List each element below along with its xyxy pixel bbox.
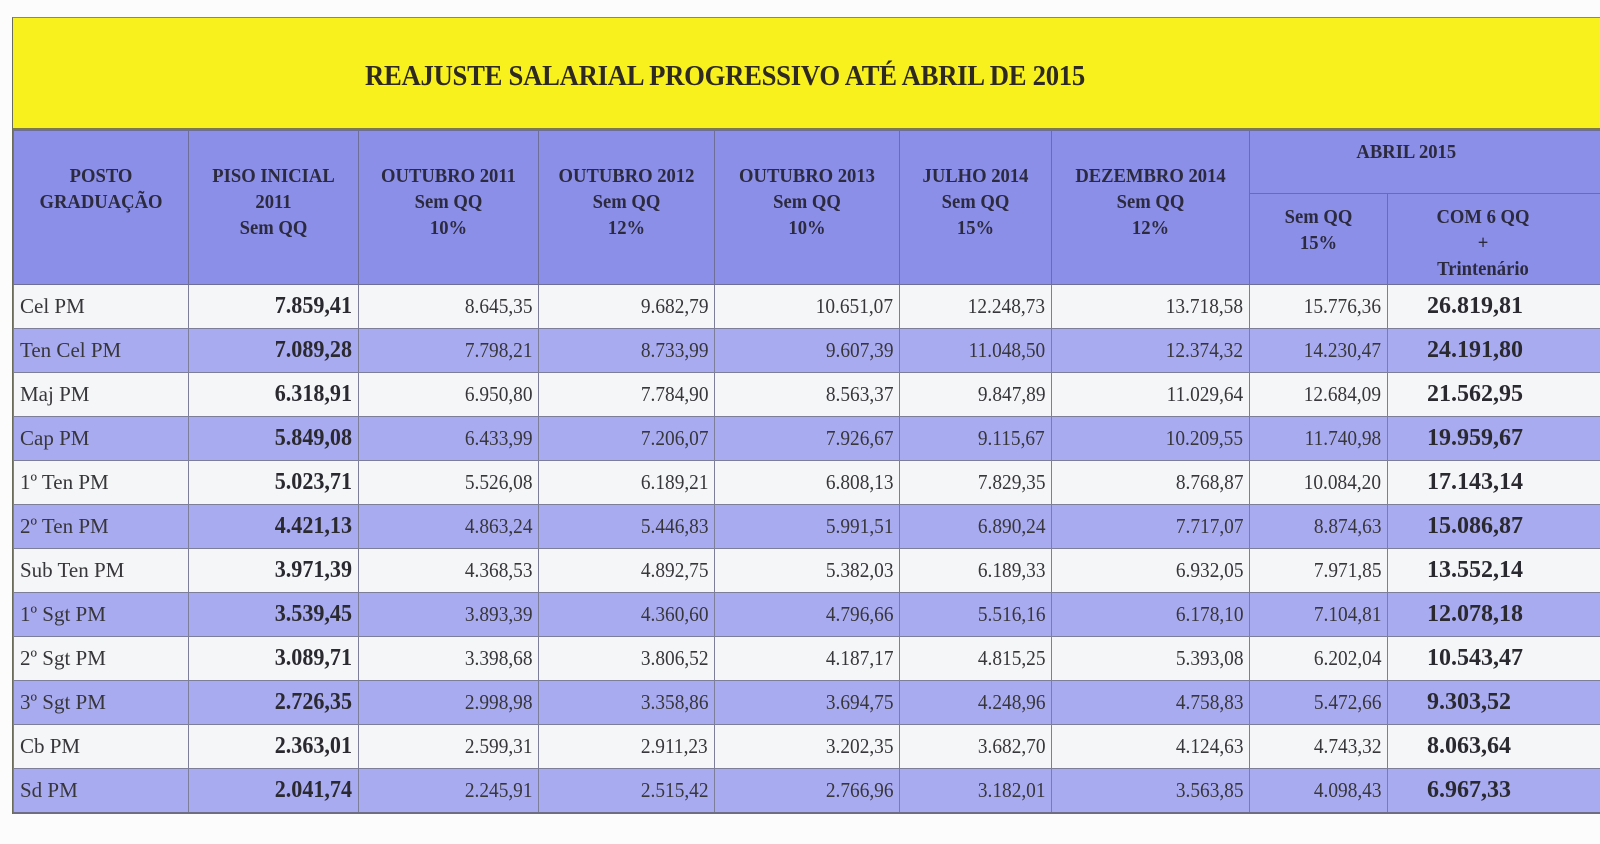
outubro-2013-cell: 10.651,07 [715,285,900,329]
outubro-2012-cell: 4.360,60 [539,593,715,637]
abril-2015-sem-qq-cell: 6.202,04 [1250,637,1388,681]
abril-2015-sem-qq-cell: 7.104,81 [1250,593,1388,637]
outubro-2013-cell: 8.563,37 [715,373,900,417]
table-row [14,285,1600,329]
abril-2015-com-6-qq-cell: 12.078,18 [1388,593,1600,637]
outubro-2011-cell: 4.863,24 [359,505,539,549]
outubro-2011-cell: 4.368,53 [359,549,539,593]
abril-2015-sem-qq-cell: 10.084,20 [1250,461,1388,505]
table-row [14,417,1600,461]
outubro-2012-cell: 9.682,79 [539,285,715,329]
rank-cell: 1º Sgt PM [14,593,189,637]
rank-cell: Cel PM [14,285,189,329]
abril-2015-sem-qq-cell: 5.472,66 [1250,681,1388,725]
piso-inicial-cell: 3.971,39 [189,549,359,593]
julho-2014-cell: 4.248,96 [900,681,1052,725]
outubro-2011-cell: 7.798,21 [359,329,539,373]
outubro-2013-cell: 6.808,13 [715,461,900,505]
table-row [14,373,1600,417]
dezembro-2014-cell: 7.717,07 [1052,505,1250,549]
dezembro-2014-cell: 6.932,05 [1052,549,1250,593]
piso-inicial-cell: 7.089,28 [189,329,359,373]
header-posto-graduacao: POSTO GRADUAÇÃO [14,131,189,285]
abril-2015-com-6-qq-cell: 21.562,95 [1388,373,1600,417]
table-row [14,681,1600,725]
dezembro-2014-cell: 13.718,58 [1052,285,1250,329]
table-row [14,461,1600,505]
outubro-2011-cell: 2.998,98 [359,681,539,725]
rank-cell: 2º Sgt PM [14,637,189,681]
outubro-2012-cell: 3.358,86 [539,681,715,725]
outubro-2012-cell: 8.733,99 [539,329,715,373]
abril-2015-com-6-qq-cell: 24.191,80 [1388,329,1600,373]
dezembro-2014-cell: 11.029,64 [1052,373,1250,417]
julho-2014-cell: 12.248,73 [900,285,1052,329]
header-piso-inicial-2011: PISO INICIAL 2011 Sem QQ [189,131,359,285]
table-row [14,549,1600,593]
outubro-2012-cell: 7.206,07 [539,417,715,461]
header-dezembro-2014: DEZEMBRO 2014 Sem QQ 12% [1052,131,1250,285]
abril-2015-com-6-qq-cell: 9.303,52 [1388,681,1600,725]
abril-2015-com-6-qq-cell: 15.086,87 [1388,505,1600,549]
outubro-2012-cell: 2.911,23 [539,725,715,769]
outubro-2011-cell: 6.950,80 [359,373,539,417]
julho-2014-cell: 3.182,01 [900,769,1052,814]
outubro-2011-cell: 5.526,08 [359,461,539,505]
header-julho-2014: JULHO 2014 Sem QQ 15% [900,131,1052,285]
dezembro-2014-cell: 8.768,87 [1052,461,1250,505]
julho-2014-cell: 9.115,67 [900,417,1052,461]
outubro-2013-cell: 9.607,39 [715,329,900,373]
rank-cell: Maj PM [14,373,189,417]
rank-cell: Cb PM [14,725,189,769]
outubro-2013-cell: 7.926,67 [715,417,900,461]
abril-2015-com-6-qq-cell: 26.819,81 [1388,285,1600,329]
julho-2014-cell: 6.890,24 [900,505,1052,549]
dezembro-2014-cell: 10.209,55 [1052,417,1250,461]
rank-cell: 1º Ten PM [14,461,189,505]
outubro-2013-cell: 5.382,03 [715,549,900,593]
rank-cell: 3º Sgt PM [14,681,189,725]
table-row [14,725,1600,769]
outubro-2011-cell: 8.645,35 [359,285,539,329]
outubro-2012-cell: 2.515,42 [539,769,715,814]
abril-2015-sem-qq-cell: 14.230,47 [1250,329,1388,373]
table-row [14,329,1600,373]
outubro-2013-cell: 3.694,75 [715,681,900,725]
title-band [13,18,1600,130]
rank-cell: Cap PM [14,417,189,461]
table-row [14,505,1600,549]
abril-2015-sem-qq-cell: 8.874,63 [1250,505,1388,549]
abril-2015-sem-qq-cell: 11.740,98 [1250,417,1388,461]
outubro-2012-cell: 3.806,52 [539,637,715,681]
dezembro-2014-cell: 5.393,08 [1052,637,1250,681]
abril-2015-com-6-qq-cell: 19.959,67 [1388,417,1600,461]
abril-2015-com-6-qq-cell: 13.552,14 [1388,549,1600,593]
piso-inicial-cell: 3.539,45 [189,593,359,637]
dezembro-2014-cell: 3.563,85 [1052,769,1250,814]
outubro-2011-cell: 3.893,39 [359,593,539,637]
abril-2015-sem-qq-cell: 4.743,32 [1250,725,1388,769]
dezembro-2014-cell: 12.374,32 [1052,329,1250,373]
abril-2015-com-6-qq-cell: 17.143,14 [1388,461,1600,505]
outubro-2011-cell: 2.599,31 [359,725,539,769]
table-row [14,769,1600,814]
dezembro-2014-cell: 4.758,83 [1052,681,1250,725]
outubro-2011-cell: 2.245,91 [359,769,539,814]
salary-table [13,130,1600,814]
abril-2015-sem-qq-cell: 4.098,43 [1250,769,1388,814]
abril-2015-com-6-qq-cell: 10.543,47 [1388,637,1600,681]
rank-cell: Sub Ten PM [14,549,189,593]
table-header [14,131,1600,285]
piso-inicial-cell: 7.859,41 [189,285,359,329]
outubro-2013-cell: 3.202,35 [715,725,900,769]
piso-inicial-cell: 6.318,91 [189,373,359,417]
abril-2015-sem-qq-cell: 12.684,09 [1250,373,1388,417]
julho-2014-cell: 6.189,33 [900,549,1052,593]
piso-inicial-cell: 5.023,71 [189,461,359,505]
julho-2014-cell: 3.682,70 [900,725,1052,769]
outubro-2012-cell: 5.446,83 [539,505,715,549]
outubro-2012-cell: 7.784,90 [539,373,715,417]
dezembro-2014-cell: 6.178,10 [1052,593,1250,637]
rank-cell: 2º Ten PM [14,505,189,549]
abril-2015-sem-qq-cell: 7.971,85 [1250,549,1388,593]
piso-inicial-cell: 3.089,71 [189,637,359,681]
header-outubro-2013: OUTUBRO 2013 Sem QQ 10% [715,131,900,285]
julho-2014-cell: 7.829,35 [900,461,1052,505]
dezembro-2014-cell: 4.124,63 [1052,725,1250,769]
piso-inicial-cell: 2.041,74 [189,769,359,814]
header-outubro-2012: OUTUBRO 2012 Sem QQ 12% [539,131,715,285]
document-title: REAJUSTE SALARIAL PROGRESSIVO ATÉ ABRIL DE 2015 [365,59,1085,92]
piso-inicial-cell: 2.363,01 [189,725,359,769]
table-row [14,593,1600,637]
piso-inicial-cell: 4.421,13 [189,505,359,549]
header-outubro-2011: OUTUBRO 2011 Sem QQ 10% [359,131,539,285]
outubro-2013-cell: 5.991,51 [715,505,900,549]
header-abril-2015-com-6-qq: COM 6 QQ + Trintenário [1388,194,1600,285]
table-row [14,637,1600,681]
outubro-2012-cell: 4.892,75 [539,549,715,593]
abril-2015-com-6-qq-cell: 6.967,33 [1388,769,1600,814]
rank-cell: Ten Cel PM [14,329,189,373]
outubro-2011-cell: 6.433,99 [359,417,539,461]
piso-inicial-cell: 5.849,08 [189,417,359,461]
julho-2014-cell: 5.516,16 [900,593,1052,637]
julho-2014-cell: 9.847,89 [900,373,1052,417]
rank-cell: Sd PM [14,769,189,814]
outubro-2013-cell: 4.796,66 [715,593,900,637]
outubro-2013-cell: 4.187,17 [715,637,900,681]
abril-2015-com-6-qq-cell: 8.063,64 [1388,725,1600,769]
outubro-2011-cell: 3.398,68 [359,637,539,681]
julho-2014-cell: 4.815,25 [900,637,1052,681]
header-group-abril-2015: ABRIL 2015 [1250,131,1600,194]
piso-inicial-cell: 2.726,35 [189,681,359,725]
abril-2015-sem-qq-cell: 15.776,36 [1250,285,1388,329]
outubro-2013-cell: 2.766,96 [715,769,900,814]
outubro-2012-cell: 6.189,21 [539,461,715,505]
header-abril-2015-sem-qq: Sem QQ 15% [1250,194,1388,285]
table-body [14,285,1600,814]
julho-2014-cell: 11.048,50 [900,329,1052,373]
salary-table-document [12,17,1600,814]
